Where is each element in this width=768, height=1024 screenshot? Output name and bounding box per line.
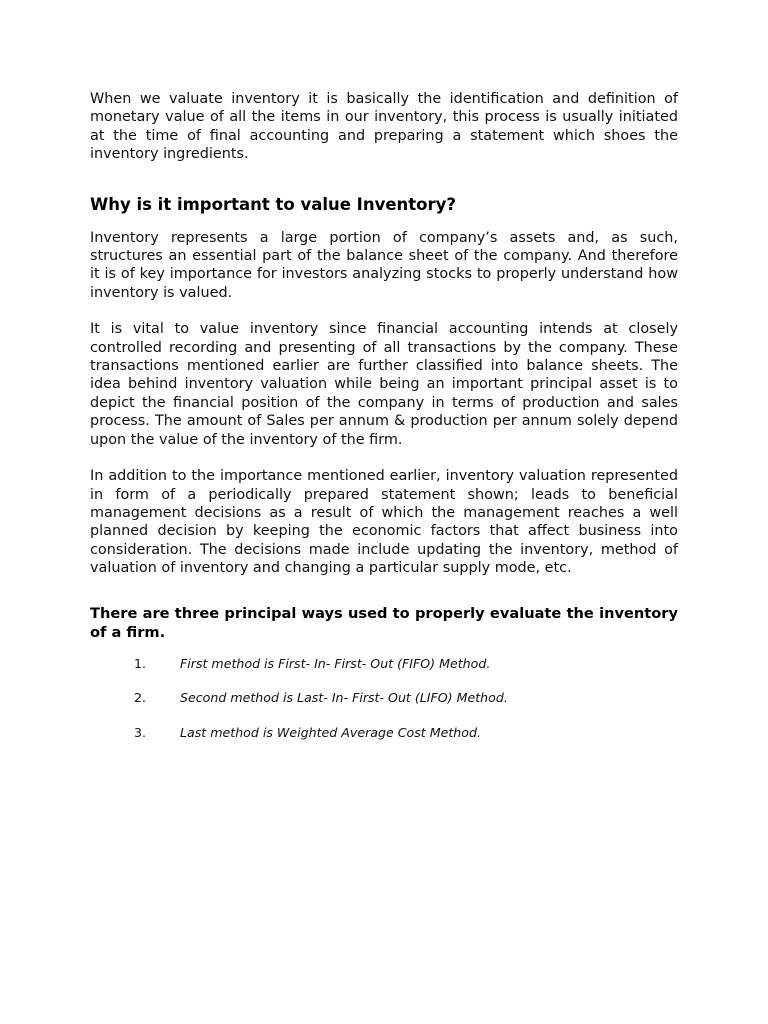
methods-list: [90, 656, 678, 760]
list-item: [90, 656, 678, 691]
methods-subheading: There are three principal ways used to properly evaluate the inventory of a firm.: [90, 604, 678, 641]
list-item-text: First method is First- In- First- Out (FIFO) Method.: [180, 655, 491, 671]
body-paragraph-3: In addition to the importance mentioned earlier, inventory valuation represented in form of a periodically prepared statement shown; leads to beneficial management decisions as a result of which the management reaches a well planned decision by keeping the economic factors that affect business into consideration. The decisions made include updating the inventory, method of valuation of inventory and changing a particular supply mode, etc.: [90, 468, 678, 577]
body-paragraph-1: Inventory represents a large portion of company’s assets and, as such, structures an essential part of the balance sheet of the company. And therefore it is of key importance for investors analyzing stocks to properly understand how inventory is valued.: [90, 229, 678, 301]
list-item-number: 3.: [134, 724, 147, 740]
list-item-text: Second method is Last- In- First- Out (LIFO) Method.: [180, 690, 508, 706]
list-item-text: Last method is Weighted Average Cost Method.: [180, 724, 481, 740]
list-item-number: 2.: [134, 690, 147, 706]
document-page: [90, 90, 678, 759]
list-item-number: 1.: [134, 655, 147, 671]
list-item: [90, 725, 678, 760]
section-heading: Why is it important to value Inventory?: [90, 194, 456, 214]
list-item: [90, 690, 678, 725]
intro-paragraph: When we valuate inventory it is basically the identification and definition of monetary value of all the items in our inventory, this process is usually initiated at the time of final accounting and preparing a statement which shoes the inventory ingredients.: [90, 91, 678, 163]
body-paragraph-2: It is vital to value inventory since financial accounting intends at closely controlled recording and presenting of all transactions by the company. These transactions mentioned earlier are further classified into balance sheets. The idea behind inventory valuation while being an important principal asset is to depict the financial position of the company in terms of production and sales process. The amount of Sales per annum & production per annum solely depend upon the value of the inventory of the firm.: [90, 321, 678, 448]
